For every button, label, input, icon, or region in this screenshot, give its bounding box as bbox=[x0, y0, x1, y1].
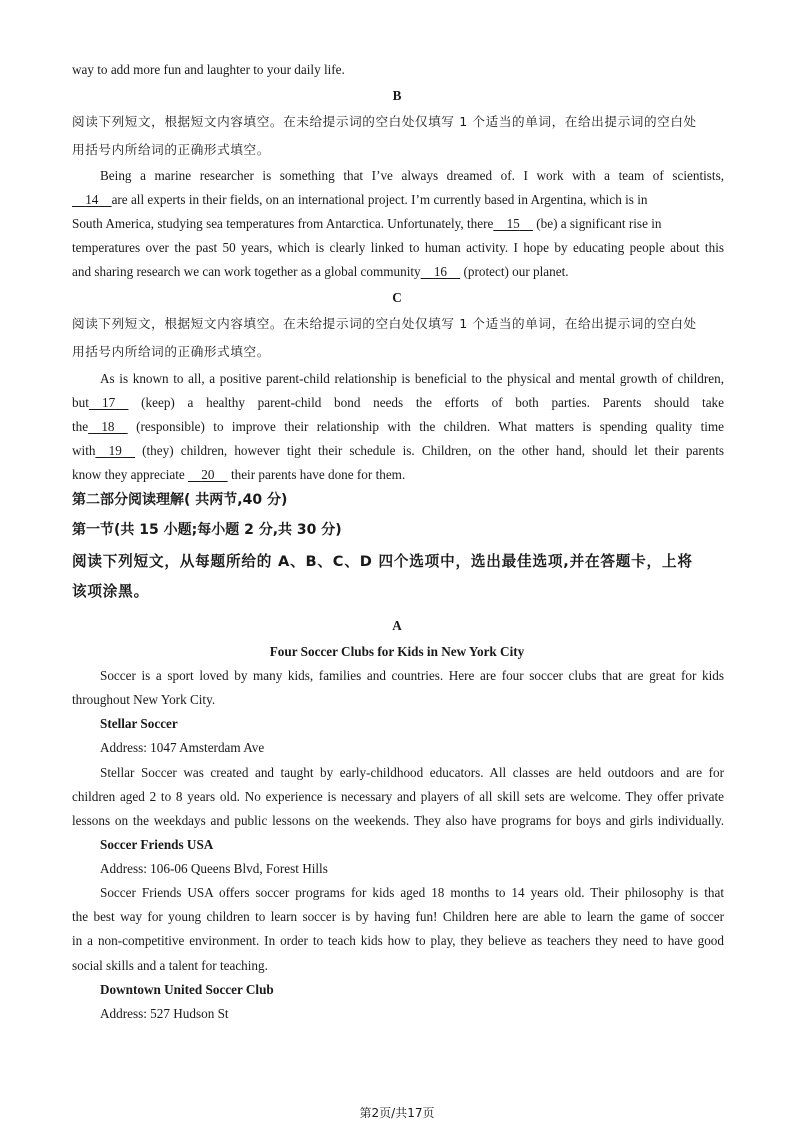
section-b-instruction-2: 用括号内所给词的正确形式填空。 bbox=[72, 142, 270, 157]
club1-line-2: children aged 2 to 8 years old. No experience is necessary and players of all skill sets are welcome. They offer private bbox=[72, 789, 724, 804]
section-c-para-line-5: know they appreciate 20 their parents have done for them. bbox=[72, 467, 406, 482]
section-c-instruction-1: 阅读下列短文，根据短文内容填空。在未给提示词的空白处仅填写 1 个适当的单词，在给出提示词的空白处 bbox=[72, 316, 697, 331]
blank-19[interactable]: 19 bbox=[108, 443, 122, 458]
club2-line-1: Soccer Friends USA offers soccer programs for kids aged 18 months to 14 years old. Their philosophy is that bbox=[100, 885, 724, 900]
section-b-para-line-2: 14 are all experts in their fields, on an international project. I’m currently based in Argentina, which is in bbox=[72, 192, 724, 208]
intro-tail-line: way to add more fun and laughter to your daily life. bbox=[72, 62, 345, 77]
blank-18[interactable]: 18 bbox=[101, 419, 115, 434]
club2-line-2: the best way for young children to learn soccer is by having fun! Children here are able to learn the game of soccer bbox=[72, 909, 724, 924]
part2-section1-heading: 第一节(共 15 小题;每小题 2 分,共 30 分) bbox=[72, 522, 342, 538]
section-c-para-line-3: the 18 (responsible) to improve their relationship with the children. What matters is spending quality time bbox=[72, 419, 725, 434]
section-c-para-line-1: As is known to all, a positive parent-child relationship is beneficial to the physical and mental growth of children, bbox=[100, 371, 724, 386]
blank-17[interactable]: 17 bbox=[102, 395, 116, 410]
club2-line-3: in a non-competitive environment. In order to teach kids how to play, they believe as teachers they need to have good bbox=[72, 933, 724, 948]
section-b-para-line-5: and sharing research we can work together as a global community 16 (protect) our planet. bbox=[72, 264, 569, 279]
passage-a-intro-line-1: Soccer is a sport loved by many kids, families and countries. Here are four soccer clubs that are great for kids bbox=[100, 668, 724, 683]
section-c-letter: C bbox=[392, 290, 402, 305]
passage-a-title: Four Soccer Clubs for Kids in New York City bbox=[269, 644, 525, 659]
club1-line-3: lessons on the weekdays and public lessons on the weekends. They also have programs for boys and girls individually. bbox=[72, 813, 724, 828]
section-b-para-line-1: Being a marine researcher is something that I’ve always dreamed of. I work with a team of scientists, bbox=[100, 168, 724, 183]
passage-a-letter: A bbox=[392, 618, 402, 633]
section-b-para-line-4: temperatures over the past 50 years, which is clearly linked to human activity. I hope by educating people about this bbox=[72, 240, 724, 255]
part2-heading: 第二部分阅读理解( 共两节,40 分) bbox=[72, 492, 288, 508]
club2-name: Soccer Friends USA bbox=[100, 837, 214, 852]
part2-instruction-1: 阅读下列短文，从每题所给的 A、B、C、D 四个选项中，选出最佳选项,并在答题卡，上将 bbox=[72, 553, 693, 570]
section-b-instruction-1: 阅读下列短文，根据短文内容填空。在未给提示词的空白处仅填写 1 个适当的单词，在给出提示词的空白处 bbox=[72, 114, 697, 129]
blank-16[interactable]: 16 bbox=[433, 264, 447, 279]
club2-line-4: social skills and a talent for teaching. bbox=[72, 958, 268, 973]
club1-address: Address: 1047 Amsterdam Ave bbox=[100, 740, 265, 755]
section-c-para-line-4: with 19 (they) children, however tight their schedule is. Children, on the other hand, should let their parents bbox=[72, 443, 725, 458]
club1-line-1: Stellar Soccer was created and taught by early-childhood educators. All classes are held outdoors and are for bbox=[100, 765, 724, 780]
part2-instruction-2: 该项涂黑。 bbox=[72, 583, 149, 600]
page-number: 第2页/共17页 bbox=[359, 1106, 435, 1120]
section-b-para-line-3: South America, studying sea temperatures from Antarctica. Unfortunately, there 15 (be) a significant rise in bbox=[72, 216, 662, 231]
blank-15[interactable]: 15 bbox=[506, 216, 520, 231]
section-c-para-line-2: but 17 (keep) a healthy parent-child bond needs the efforts of both parties. Parents should take bbox=[72, 395, 724, 410]
section-b-letter: B bbox=[392, 88, 402, 103]
club1-name: Stellar Soccer bbox=[100, 716, 178, 731]
club2-address: Address: 106-06 Queens Blvd, Forest Hills bbox=[100, 861, 328, 876]
passage-a-intro-line-2: throughout New York City. bbox=[72, 692, 216, 707]
blank-14[interactable]: 14 bbox=[85, 192, 99, 207]
section-c-instruction-2: 用括号内所给词的正确形式填空。 bbox=[72, 344, 270, 359]
club3-address: Address: 527 Hudson St bbox=[100, 1006, 229, 1021]
club3-name: Downtown United Soccer Club bbox=[100, 982, 274, 997]
blank-20[interactable]: 20 bbox=[201, 467, 215, 482]
